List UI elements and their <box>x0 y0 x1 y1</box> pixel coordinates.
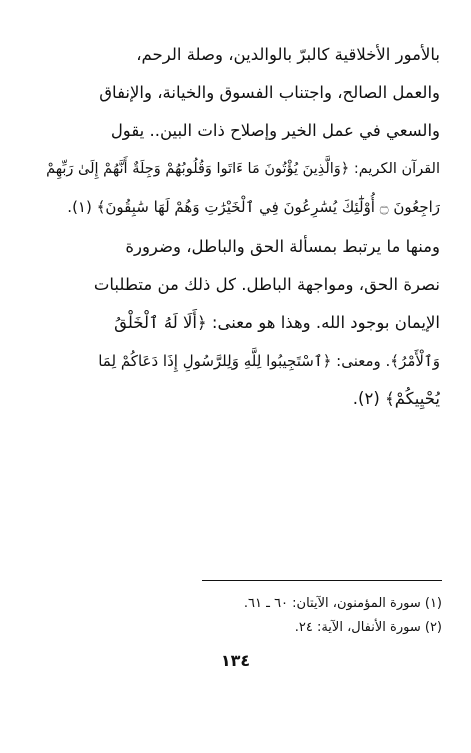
text-line: ومنها ما يرتبط بمسألة الحق والباطل، وضرورة <box>125 237 440 256</box>
text-line: نصرة الحق، ومواجهة الباطل. كل ذلك من متطلبات <box>93 275 440 294</box>
text-line: والعمل الصالح، واجتناب الفسوق والخيانة، والإنفاق <box>99 83 440 102</box>
paragraph-1 <box>44 36 440 226</box>
footnotes <box>200 592 442 640</box>
quran-verse-line: القرآن الكريم: ﴿وَالَّذِينَ يُؤْتُونَ مَا ءَاتَوا وَقُلُوبُهُمْ وَجِلَةٌ أَنَّهُمْ إِلَىٰ رَبِّهِمْ <box>46 161 440 177</box>
footnote-2: (٢) سورة الأنفال، الآية: ٢٤. <box>294 620 442 635</box>
text-line: بالأمور الأخلاقية كالبرّ بالوالدين، وصلة الرحم، <box>136 45 440 64</box>
quran-verse-line: رَاجِعُونَ ۝ أُوْلَٰٓئِكَ يُسَٰرِعُونَ فِي ٱلْخَيْرَٰتِ وَهُمْ لَهَا سَٰبِقُونَ﴾ (١). <box>67 198 440 216</box>
text-line: والسعي في عمل الخير وإصلاح ذات البين.. يقول <box>110 121 440 140</box>
quran-verse-line: وَٱلْأَمْرُ﴾. ومعنى: ﴿ٱسْتَجِيبُوا لِلَّهِ وَلِلرَّسُولِ إِذَا دَعَاكُمْ لِمَا <box>98 352 440 370</box>
page-number: ١٣٤ <box>220 651 251 670</box>
footnote-1: (١) سورة المؤمنون، الآيتان: ٦٠ ـ ٦١. <box>243 596 442 611</box>
footnote-separator <box>202 580 442 581</box>
quran-verse-line: يُحْيِيكُمْ﴾ (٢). <box>352 389 440 408</box>
paragraph-2 <box>44 228 440 418</box>
text-line: الإيمان بوجود الله. وهذا هو معنى: ﴿أَلَا لَهُ ٱلْخَلْقُ <box>114 313 440 332</box>
